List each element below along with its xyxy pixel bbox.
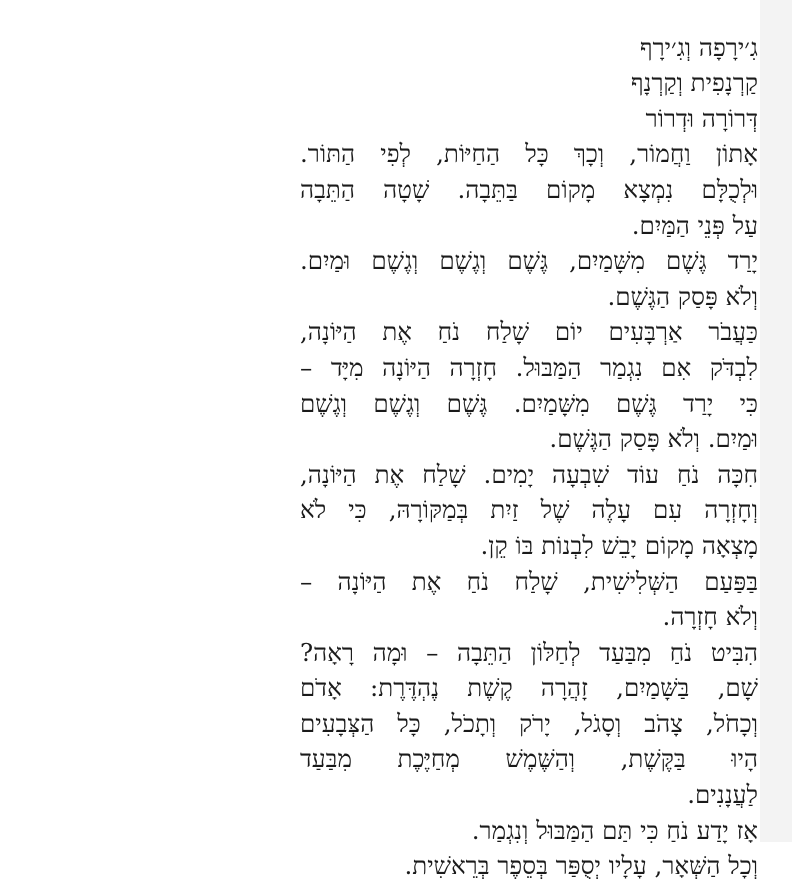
text-line: וְלֹא פָּסַק הַגֶּשֶׁם. [607, 281, 758, 311]
text-line: שָׁם, בַּשָּׁמַיִם, זָהֲרָה קֶשֶׁת נֶהְדֶּרֶת: אָדֹם [300, 673, 758, 703]
text-line: דְּרוֹרָה וּדְרוֹר [645, 103, 758, 133]
text-line: וְחָזְרָה עִם עָלֶה שֶׁל זַיִת בְּמַקּוֹרָהּ, כִּי לֹא [300, 495, 758, 525]
text-line: עַל פְּנֵי הַמַּיִם. [631, 210, 758, 240]
text-line: יָרַד גֶּשֶׁם מִשָּׁמַיִם, גֶּשֶׁם וְגֶשֶׁם וְגֶשֶׁם וּמַיִם. [300, 246, 758, 276]
text-line: אָתוֹן וַחֲמוֹר, וְכָךְ כָּל הַחַיּוֹת, לְפִי הַתּוֹר. [300, 139, 758, 169]
text-line: וְכָל הַשְּׁאָר, עָלָיו יְסֻפַּר בְּסֵפֶר בְּרֵאשִׁית. [404, 851, 758, 881]
text-line: הִבִּיט נֹחַ מִבַּעַד לְחַלּוֹן הַתֵּבָה – וּמָה רָאָה? [300, 637, 758, 667]
story-text [300, 0, 758, 884]
text-line: כַּעֲבֹר אַרְבָּעִים יוֹם שָׁלַח נֹחַ אֶת הַיּוֹנָה, [300, 317, 758, 347]
text-line: חִכָּה נֹחַ עוֹד שִׁבְעָה יָמִים. שָׁלַח אֶת הַיּוֹנָה, [300, 459, 758, 489]
text-line: קַרְנָפִית וְקַרְנָף [630, 68, 758, 98]
text-line [300, 0, 758, 30]
page-edge-shadow [760, 0, 792, 842]
text-line: כִּי יָרַד גֶּשֶׁם מִשָּׁמַיִם. גֶּשֶׁם וְגֶשֶׁם וְגֶשֶׁם [300, 388, 758, 418]
text-line: אָז יָדַע נֹחַ כִּי תַּם הַמַּבּוּל וְנִגְמַר. [471, 815, 758, 845]
text-line: לִבְדֹּק אִם נִגְמַר הַמַּבּוּל. חָזְרָה הַיּוֹנָה מִיָּד – [300, 352, 758, 382]
text-line: גִ׳ירָפָה וְגִ׳ירָף [639, 32, 758, 62]
text-line: מָצְאָה מָקוֹם יָבֵשׁ לִבְנוֹת בּוֹ קֵן. [480, 530, 758, 560]
text-line: הָיוּ בַּקֶּשֶׁת, וְהַשֶּׁמֶשׁ מְחַיֶּכֶת מִבַּעַד [300, 744, 758, 774]
text-line: וְכָחֹל, צָהֹב וְסָגֹל, יָרֹק וְתָכֹל, כָּל הַצְּבָעִים [300, 708, 758, 738]
text-line: וּמַיִם. וְלֹא פָּסַק הַגֶּשֶׁם. [549, 424, 758, 454]
text-line: וְלֹא חָזְרָה. [662, 602, 758, 632]
text-line: וּלְכֻלָּם נִמְצָא מָקוֹם בַּתֵּבָה. שָׁטָה הַתֵּבָה [300, 174, 758, 204]
text-line: לַעֲנָנִים. [687, 780, 758, 810]
text-line: בַּפַּעַם הַשְּׁלִישִׁית, שָׁלַח נֹחַ אֶת הַיּוֹנָה – [300, 566, 758, 596]
